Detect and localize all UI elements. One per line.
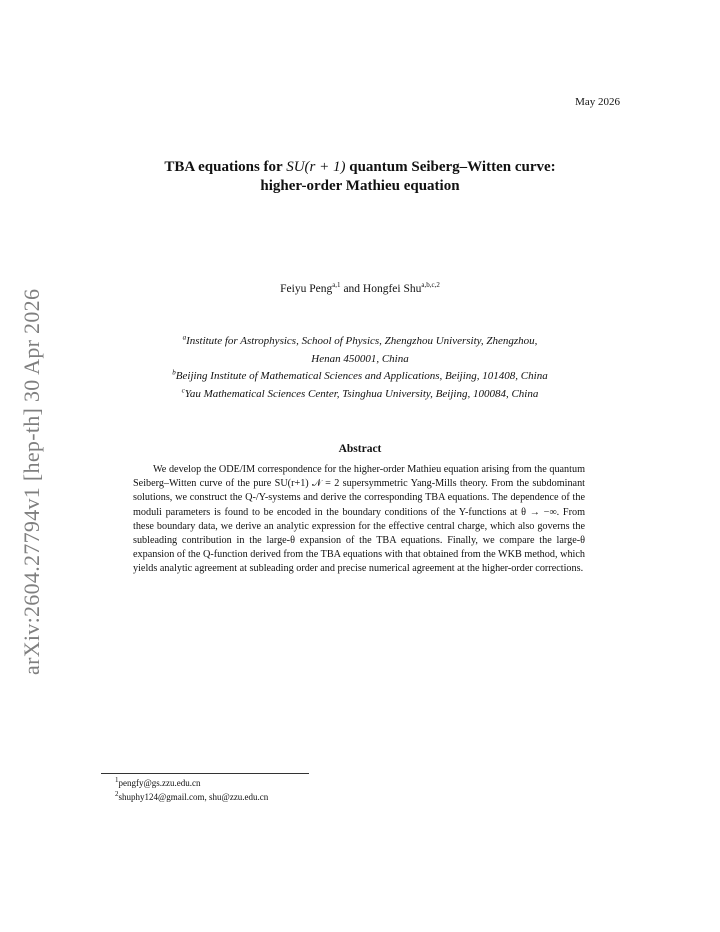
footnote-email: shuphy124@gmail.com, shu@zzu.edu.cn [118, 791, 269, 802]
affiliation-a [90, 333, 630, 351]
arxiv-identifier-stamp: arXiv:2604.27794v1 [hep-th] 30 Apr 2026 [19, 288, 44, 675]
affiliation-c [90, 386, 630, 404]
footnote-mark: 1 [115, 776, 119, 784]
footnote-divider [101, 773, 309, 774]
author-2: Hongfei Shu [362, 283, 422, 295]
abstract-heading: Abstract [338, 443, 382, 455]
footnote-email: pengfy@gs.zzu.edu.cn [118, 778, 201, 788]
footnote-mark: 2 [115, 789, 119, 798]
abstract-text: We develop the ODE/IM correspondence for the higher-order Mathieu equation arising from the quantum Seiberg–Witten curve of the pure SU(r+1) 𝒩 = 2 supersymmetric Yang-Mills theory. From the subdominant solutions, we construct the Q-/Y-systems and derive the corresponding TBA equations. The dependence of the moduli parameters is found to be encoded in the boundary conditions of the Y-functions at θ → −∞. From these boundary data, we derive an analytic expression for the effective central charge, which also governs the subleading contribution in the large-θ expansion of the TBA equations. Finally, we compare the large-θ expansion of the Q-function derived from the TBA equations with that obtained from the WKB method, which yields analytic agreement at subleading order and precise numerical agreement at the higher-order corrections. [133, 464, 585, 575]
author-1-marks: a,1 [332, 281, 341, 290]
affiliation-a-cont [90, 351, 630, 369]
affiliations [90, 333, 630, 403]
author-list [90, 283, 630, 295]
affiliation-b [90, 368, 630, 386]
affiliation-mark: c [181, 385, 185, 394]
publication-date: May 2026 [575, 96, 620, 108]
author-1: Feiyu Peng [280, 283, 333, 295]
author-2-marks: a,b,c,2 [421, 281, 440, 290]
affiliation-mark: b [172, 368, 176, 377]
footnote-2 [115, 791, 268, 805]
title-math: SU(r + 1) [286, 159, 346, 175]
paper-title [90, 158, 630, 196]
footnotes [115, 777, 268, 804]
footnote-1 [115, 777, 268, 791]
title-line1-pre: TBA equations for [164, 159, 287, 175]
affiliation-text: Institute for Astrophysics, School of Physics, Zhengzhou University, Zhengzhou, [186, 335, 538, 347]
title-line2: higher-order Mathieu equation [260, 178, 460, 194]
title-line1-post: quantum Seiberg–Witten curve: [345, 159, 556, 175]
affiliation-text: Henan 450001, China [311, 352, 409, 365]
affiliation-mark: a [182, 333, 187, 342]
author-conjunction: and [340, 283, 363, 295]
affiliation-text: Yau Mathematical Sciences Center, Tsinghua University, Beijing, 100084, China [184, 387, 539, 400]
affiliation-text: Beijing Institute of Mathematical Sciences and Applications, Beijing, 101408, China [175, 370, 548, 382]
